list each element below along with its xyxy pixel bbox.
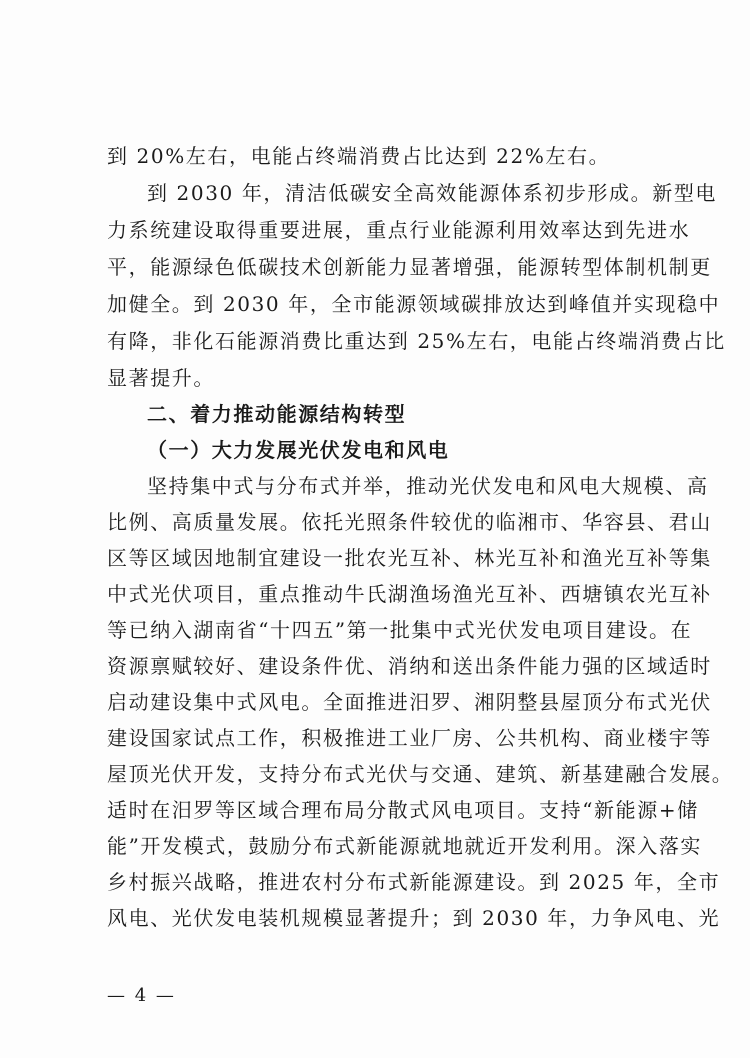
body-line: 适时在汨罗等区域合理布局分散式风电项目。支持“新能源+储 <box>107 798 699 822</box>
body-line: 显著提升。 <box>107 366 215 390</box>
body-line: 能”开发模式，鼓励分布式新能源就地就近开发利用。深入落实 <box>107 834 703 858</box>
body-line: 到 2030 年，清洁低碳安全高效能源体系初步形成。新型电 <box>147 181 718 205</box>
page-number: — 4 — <box>107 985 176 1006</box>
body-line: 坚持集中式与分布式并举，推动光伏发电和风电大规模、高 <box>147 474 709 498</box>
body-line: 建设国家试点工作，积极推进工业厂房、公共机构、商业楼宇等 <box>107 726 712 750</box>
subsection-heading: （一）大力发展光伏发电和风电 <box>147 438 450 462</box>
body-line: 风电、光伏发电装机规模显著提升；到 2030 年，力争风电、光 <box>107 906 721 930</box>
section-heading: 二、着力推动能源结构转型 <box>147 402 407 426</box>
body-line: 平，能源绿色低碳技术创新能力显著增强，能源转型体制机制更 <box>107 255 712 279</box>
body-line: 到 20%左右，电能占终端消费占比达到 22%左右。 <box>107 144 611 168</box>
body-line: 等已纳入湖南省“十四五”第一批集中式光伏发电项目建设。在 <box>107 618 693 642</box>
body-line: 加健全。到 2030 年，全市能源领域碳排放达到峰值并实现稳中 <box>107 292 721 316</box>
body-line: 启动建设集中式风电。全面推进汨罗、湘阴整县屋顶分布式光伏 <box>107 690 712 714</box>
body-line: 区等区域因地制宜建设一批农光互补、林光互补和渔光互补等集 <box>107 546 712 570</box>
body-line: 有降，非化石能源消费比重达到 25%左右，电能占终端消费占比 <box>107 329 726 353</box>
body-line: 乡村振兴战略，推进农村分布式新能源建设。到 2025 年，全市 <box>107 870 721 894</box>
body-line: 力系统建设取得重要进展，重点行业能源利用效率达到先进水 <box>107 218 691 242</box>
body-line: 比例、高质量发展。依托光照条件较优的临湘市、华容县、君山 <box>107 510 712 534</box>
body-line: 屋顶光伏开发，支持分布式光伏与交通、建筑、新基建融合发展。 <box>107 762 734 786</box>
body-line: 中式光伏项目，重点推动牛氏湖渔场渔光互补、西塘镇农光互补 <box>107 582 712 606</box>
body-line: 资源禀赋较好、建设条件优、消纳和送出条件能力强的区域适时 <box>107 654 712 678</box>
